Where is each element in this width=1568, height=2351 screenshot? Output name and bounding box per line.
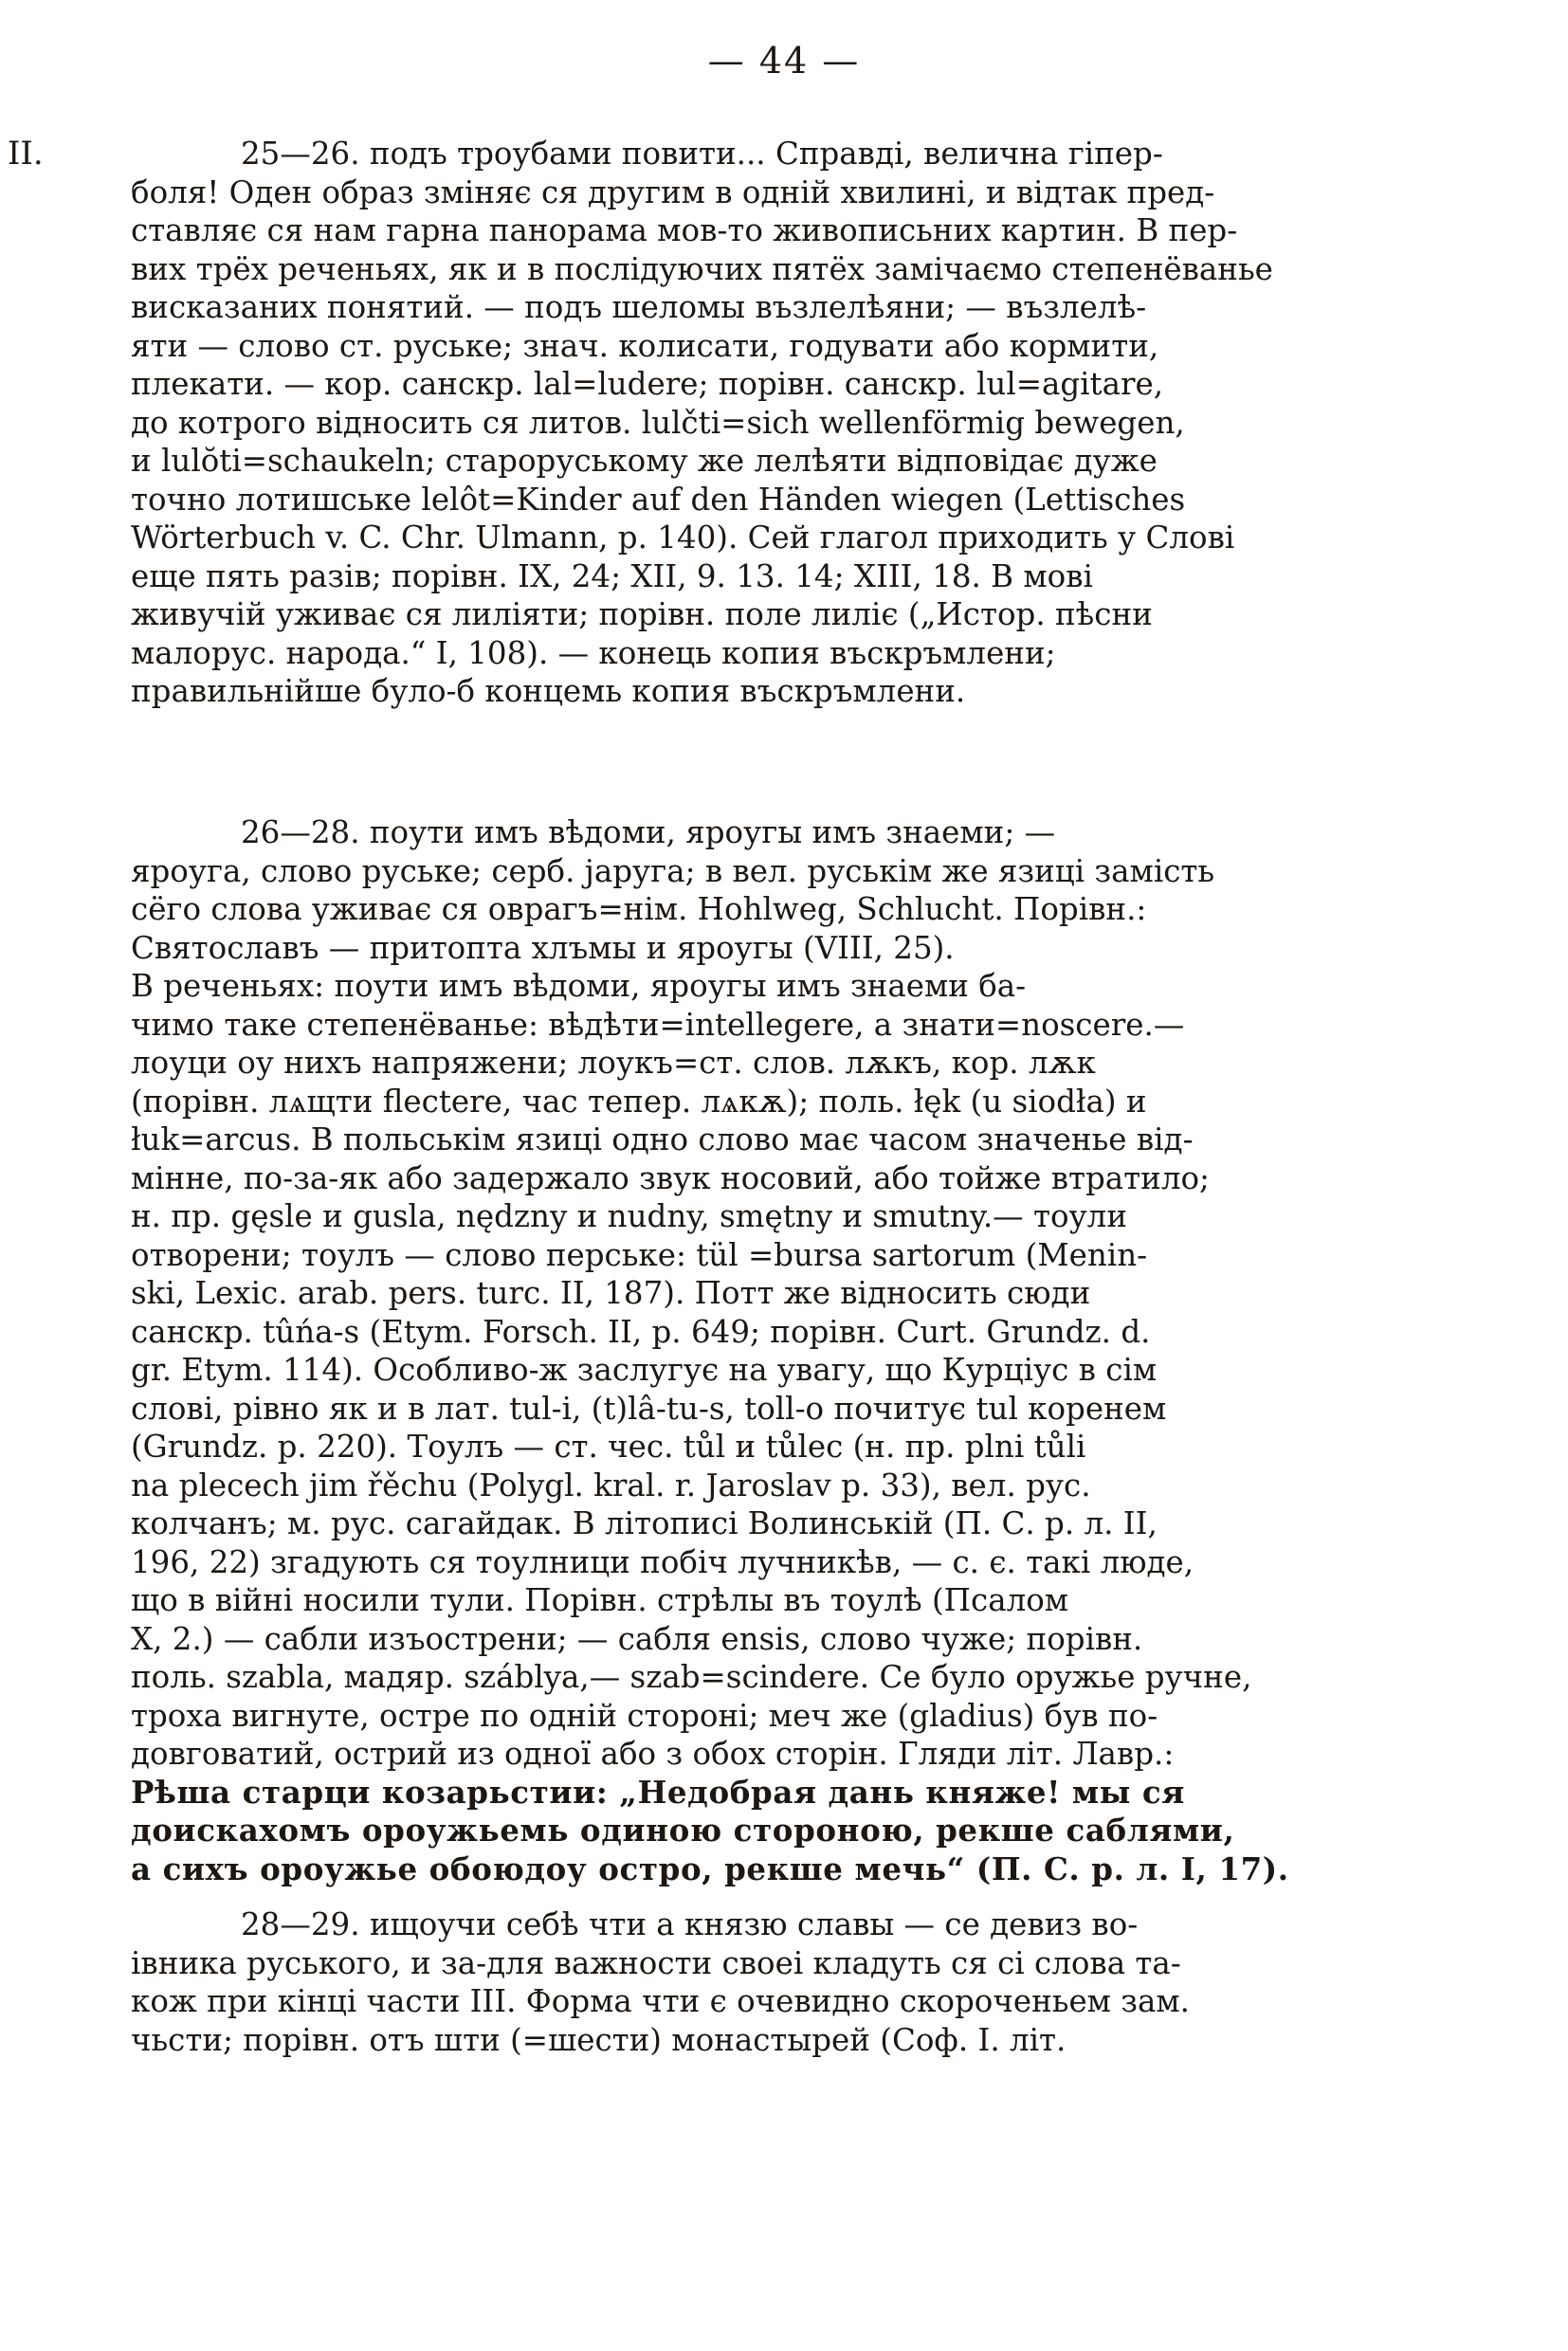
text-line: 196, 22) згадують ся тоулници побіч лучникѣв, — с. є. такі люде, <box>131 1543 1194 1580</box>
text-line: лоуци оу нихъ напряжени; лоукъ=ст. слов. лѫкъ, кор. лѫк <box>131 1045 1096 1081</box>
text-line: łuk=arcus. В польськім язиці одно слово має часом значенье від- <box>131 1121 1194 1157</box>
text-line: сёго слова уживає ся оврагъ=нім. Hohlweg, Schlucht. Порівн.: <box>131 891 1147 927</box>
text-line: доискахомъ ороужьемь одиною стороною, рекше саблями, <box>131 1812 1235 1849</box>
text-line: Святославъ — притопта хлъмы и яроугы (VIII, 25). <box>131 929 955 966</box>
text-line: точно лотишське lelôt=Kinder auf den Händen wiegen (Lettisches <box>131 481 1186 518</box>
text-line: отворени; тоулъ — слово перське: tül =bursa sartorum (Menin- <box>131 1236 1148 1273</box>
text-line: н. пр. gęsle и gusla, nędzny и nudny, smętny и smutny.— тоули <box>131 1198 1127 1234</box>
paragraph-2 <box>131 813 1477 1888</box>
text-line: чимо таке степенёванье: вѣдѣти=intellegere, а знати=noscere.— <box>131 1006 1185 1043</box>
text-line: яроуга, слово руське; серб. јаруга; в вел. руськім же язиці замість <box>131 852 1215 889</box>
text-line: івника руського, и за-для важности своеі кладуть ся сі слова та- <box>131 1944 1181 1981</box>
paragraph-3 <box>131 1905 1477 2059</box>
text-line: боля! Оден образ зміняє ся другим в одній хвилині, и відтак пред- <box>131 173 1215 210</box>
text-line: 25—26. подъ троубами повити... Справді, велична гіпер- <box>241 136 1163 172</box>
text-line: живучій уживає ся лиліяти; порівн. поле лиліє („Истор. пѣсни <box>131 596 1153 632</box>
text-line: малорус. народа.“ I, 108). — конець копия въскръмлени; <box>131 634 1056 671</box>
text-line: довговатий, острий из одної або з обох сторін. Гляди літ. Лавр.: <box>131 1736 1175 1772</box>
text-line: еще пять разів; порівн. IX, 24; XII, 9. 13. 14; XIII, 18. В мові <box>131 557 1093 594</box>
text-line: Wörterbuch v. C. Chr. Ulmann, p. 140). Сей глагол приходить у Слові <box>131 519 1235 556</box>
text-line: (Grundz. p. 220). Тоулъ — ст. чес. tůl и tůlec (н. пр. plni tůli <box>131 1429 1086 1465</box>
text-line: и lulŏti=schaukeln; староруському же лелѣяти відповідає дуже <box>131 443 1158 479</box>
text-line: кож при кінці части III. Форма чти є очевидно скороченьем зам. <box>131 1983 1190 2019</box>
text-line: правильнійше було-б концемь копия въскръмлени. <box>131 673 966 709</box>
page-number: — 44 — <box>707 40 861 82</box>
text-line: яти — слово ст. руське; знач. колисати, годувати або кормити, <box>131 327 1159 364</box>
text-line: що в війні носили тули. Порівн. стрѣлы въ тоулѣ (Псалом <box>131 1582 1069 1618</box>
text-line: (порівн. лѧщти flectere, час тепер. лѧкѫ); поль. łęk (u siodła) и <box>131 1083 1147 1120</box>
text-line: В реченьях: поути имъ вѣдоми, яроугы имъ знаеми ба- <box>131 968 1027 1004</box>
text-line: 26—28. поути имъ вѣдоми, яроугы имъ знаеми; — <box>241 814 1056 850</box>
text-line: висказаних понятий. — подъ шеломы възлелѣяни; — възлелѣ- <box>131 289 1147 325</box>
paragraph-1 <box>131 135 1477 711</box>
text-line: санскр. tûńa-s (Etym. Forsch. II, p. 649; порівн. Curt. Grundz. d. <box>131 1313 1151 1350</box>
text-line: плекати. — кор. санскр. lal=ludere; порівн. санскр. lul=agitare, <box>131 366 1164 402</box>
text-line: мінне, по-за-як або задержало звук носовий, або тойже втратило; <box>131 1159 1210 1196</box>
text-line: чьсти; порівн. отъ шти (=шести) монастырей (Соф. I. літ. <box>131 2021 1067 2058</box>
text-line: ставляє ся нам гарна панорама мов-то живописьних картин. В пер- <box>131 212 1238 248</box>
text-line: слові, рівно як и в лат. tul-i, (t)lâ-tu-s, toll-o почитує tul коренем <box>131 1390 1167 1427</box>
text-line: колчанъ; м. рус. сагайдак. В літописі Волинській (П. С. р. л. II, <box>131 1505 1158 1541</box>
text-line: поль. szabla, мадяр. száblya,— szab=scindere. Се було оружье ручне, <box>131 1659 1252 1695</box>
text-line: а сихъ ороужье обоюдоу остро, рекше мечь“ (П. С. р. л. I, 17). <box>131 1850 1289 1887</box>
text-line: X, 2.) — сабли изъострени; — сабля ensis, слово чуже; порівн. <box>131 1620 1143 1657</box>
text-line: 28—29. ищоучи себѣ чти а князю славы — се девиз во- <box>241 1906 1139 1942</box>
text-line: Рѣша старци козарьстии: „Недобрая дань княже! мы ся <box>131 1773 1185 1811</box>
text-line: троха вигнуте, остре по одній стороні; меч же (gladius) був по- <box>131 1697 1158 1734</box>
text-line: вих трёх реченьях, як и в послідуючих пятёх замічаємо степенёванье <box>131 250 1273 287</box>
text-line: до котрого відносить ся литов. lulčti=sich wellenförmig bewegen, <box>131 404 1185 441</box>
section-mark: II. <box>8 135 44 173</box>
text-line: gr. Etym. 114). Особливо-ж заслугує на увагу, що Курціус в сім <box>131 1352 1158 1388</box>
text-line: na plecech jim řěchu (Polygl. kral. r. Jaroslav p. 33), вел. рус. <box>131 1467 1091 1504</box>
text-line: ski, Lexic. arab. pers. turc. II, 187). Потт же відносить сюди <box>131 1275 1091 1311</box>
